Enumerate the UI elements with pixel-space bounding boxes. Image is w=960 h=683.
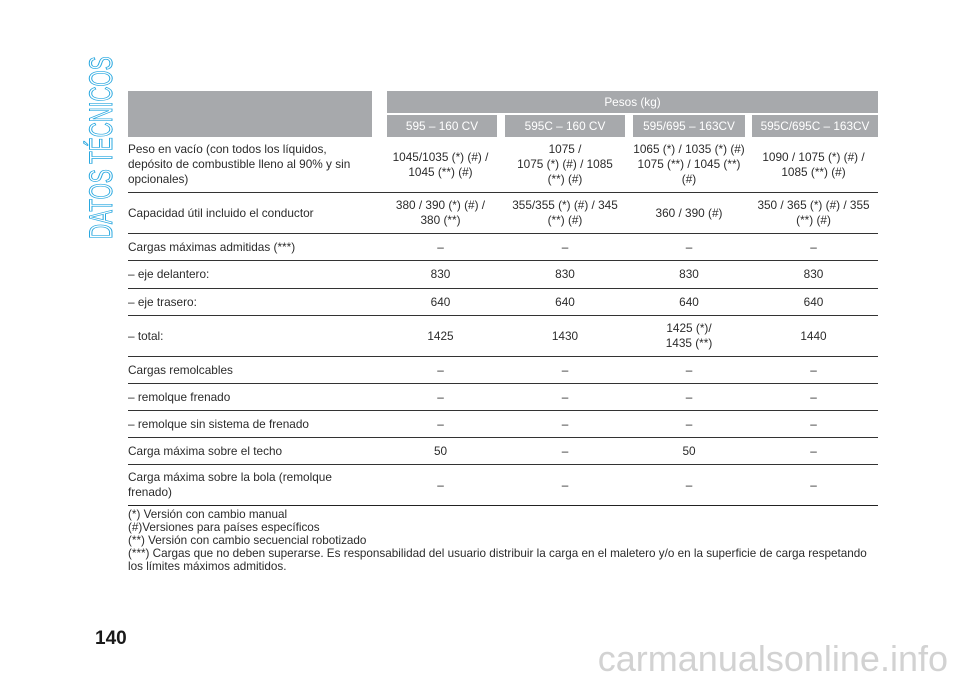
row-carga-bola xyxy=(128,465,878,506)
value-595-160cv: 640 xyxy=(380,289,501,316)
watermark: carmanualsonline.info xyxy=(597,638,948,679)
value-595c-695c-163cv: 1440 xyxy=(749,316,878,357)
row-total xyxy=(128,316,878,357)
value-595-695-163cv: 50 xyxy=(629,438,749,465)
row-label: Capacidad útil incluido el conductor xyxy=(128,193,380,234)
row-label: – remolque sin sistema de frenado xyxy=(128,411,380,438)
value-595c-695c-163cv: – xyxy=(749,234,878,261)
row-capacidad-util xyxy=(128,193,878,234)
value-595c-160cv: 1430 xyxy=(501,316,629,357)
value-595-160cv: – xyxy=(380,384,501,411)
value-595c-160cv: – xyxy=(501,384,629,411)
value-595c-695c-163cv: – xyxy=(749,438,878,465)
row-label: – remolque frenado xyxy=(128,384,380,411)
value-595-160cv: 380 / 390 (*) (#) / 380 (**) xyxy=(380,193,501,234)
header-corner xyxy=(128,91,380,137)
value-595-160cv: – xyxy=(380,234,501,261)
section-title: DATOS TÉCNICOS xyxy=(83,56,119,240)
value-595-695-163cv: – xyxy=(629,384,749,411)
row-cargas-maximas xyxy=(128,234,878,261)
header-corner-fill xyxy=(128,91,372,137)
row-label: – total: xyxy=(128,316,380,357)
row-cargas-remolcables xyxy=(128,357,878,384)
page-number: 140 xyxy=(95,628,127,649)
footnote: (**) Versión con cambio secuencial robotizado xyxy=(128,534,367,547)
header-row-group xyxy=(128,91,878,113)
row-label: – eje trasero: xyxy=(128,289,380,316)
header-595c-695c-163cv xyxy=(749,113,878,137)
value-595c-160cv: – xyxy=(501,465,629,506)
row-label: Cargas máximas admitidas (***) xyxy=(128,234,380,261)
row-label: Peso en vacío (con todos los líquidos, depósito de combustible lleno al 90% y sin opcionales) xyxy=(128,137,380,193)
row-label: Cargas remolcables xyxy=(128,357,380,384)
value-595c-695c-163cv: – xyxy=(749,384,878,411)
header-group-label: Pesos (kg) xyxy=(387,91,878,113)
table-header xyxy=(128,91,878,137)
footnote: (*) Versión con cambio manual xyxy=(128,508,288,521)
header-595-160cv xyxy=(380,113,501,137)
value-595c-160cv: – xyxy=(501,357,629,384)
value-595-160cv: – xyxy=(380,357,501,384)
footnote: (***) Cargas que no deben superarse. Es responsabilidad del usuario distribuir la carga en el maletero y/o en la superficie de carga respetando los límites máximos admitidos. xyxy=(128,547,867,573)
value-595c-695c-163cv: – xyxy=(749,465,878,506)
row-peso-en-vacio xyxy=(128,137,878,193)
row-label: Carga máxima sobre el techo xyxy=(128,438,380,465)
column-label: 595C – 160 CV xyxy=(505,115,625,137)
value-595-160cv: – xyxy=(380,465,501,506)
footnotes xyxy=(128,508,880,573)
row-label: – eje delantero: xyxy=(128,261,380,289)
value-595-695-163cv: – xyxy=(629,465,749,506)
column-label: 595C/695C – 163CV xyxy=(752,115,878,137)
value-595c-160cv: – xyxy=(501,234,629,261)
value-595c-160cv: – xyxy=(501,411,629,438)
value-595-695-163cv: 830 xyxy=(629,261,749,289)
value-595-695-163cv: – xyxy=(629,234,749,261)
weights-table xyxy=(128,91,878,506)
footnote: (#)Versiones para países específicos xyxy=(128,521,320,534)
value-595-160cv: – xyxy=(380,411,501,438)
row-eje-trasero xyxy=(128,289,878,316)
value-595-695-163cv: 1065 (*) / 1035 (*) (#) 1075 (**) / 1045 (**) (#) xyxy=(629,137,749,193)
value-595-695-163cv: 640 xyxy=(629,289,749,316)
value-595c-160cv: – xyxy=(501,438,629,465)
value-595c-695c-163cv: 830 xyxy=(749,261,878,289)
row-carga-techo xyxy=(128,438,878,465)
value-595-160cv: 1425 xyxy=(380,316,501,357)
value-595-695-163cv: 360 / 390 (#) xyxy=(629,193,749,234)
value-595-695-163cv: – xyxy=(629,411,749,438)
value-595c-160cv: 640 xyxy=(501,289,629,316)
value-595-160cv: 1045/1035 (*) (#) / 1045 (**) (#) xyxy=(380,137,501,193)
value-595-695-163cv: – xyxy=(629,357,749,384)
row-label: Carga máxima sobre la bola (remolque frenado) xyxy=(128,465,380,506)
row-eje-delantero xyxy=(128,261,878,289)
value-595c-160cv: 1075 / 1075 (*) (#) / 1085 (**) (#) xyxy=(501,137,629,193)
value-595c-695c-163cv: 640 xyxy=(749,289,878,316)
header-group-pesos xyxy=(380,91,878,113)
value-595-160cv: 830 xyxy=(380,261,501,289)
value-595c-695c-163cv: – xyxy=(749,411,878,438)
header-595c-160cv xyxy=(501,113,629,137)
header-595-695-163cv xyxy=(629,113,749,137)
column-label: 595 – 160 CV xyxy=(387,115,497,137)
row-remolque-frenado xyxy=(128,384,878,411)
value-595c-695c-163cv: – xyxy=(749,357,878,384)
column-label: 595/695 – 163CV xyxy=(633,115,745,137)
value-595c-160cv: 830 xyxy=(501,261,629,289)
value-595c-695c-163cv: 350 / 365 (*) (#) / 355 (**) (#) xyxy=(749,193,878,234)
table-body xyxy=(128,137,878,506)
value-595c-695c-163cv: 1090 / 1075 (*) (#) / 1085 (**) (#) xyxy=(749,137,878,193)
row-remolque-sin-freno xyxy=(128,411,878,438)
value-595-695-163cv: 1425 (*)/ 1435 (**) xyxy=(629,316,749,357)
value-595c-160cv: 355/355 (*) (#) / 345 (**) (#) xyxy=(501,193,629,234)
value-595-160cv: 50 xyxy=(380,438,501,465)
